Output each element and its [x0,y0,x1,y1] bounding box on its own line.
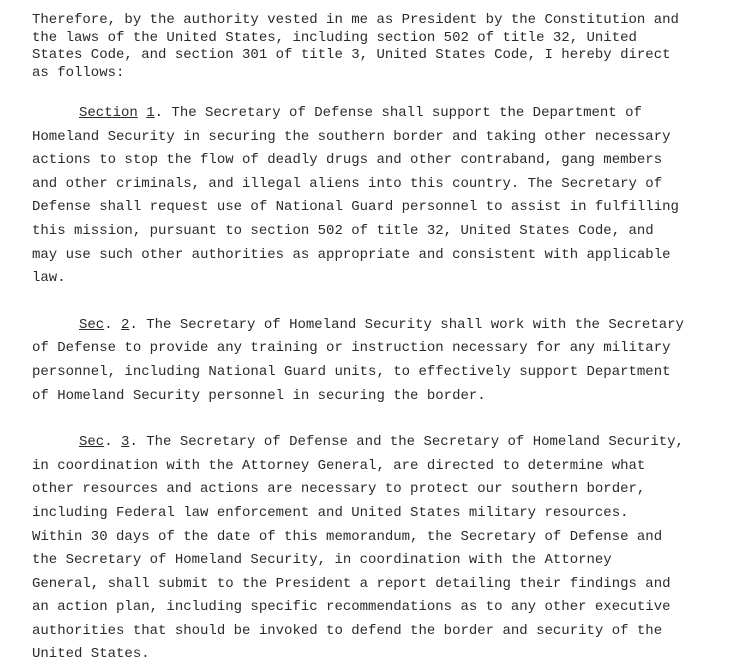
paragraph-spacer [32,291,732,314]
section-line: actions to stop the flow of deadly drugs and other contraband, gang members [32,152,663,169]
section-first-line [32,102,732,126]
section-label: Sec [79,434,105,451]
section-line: other resources and actions are necessary to protect our southern border, [32,481,646,498]
intro-line: as follows: [32,64,125,81]
section-2-paragraph [32,314,732,408]
section-number: 2 [121,316,130,333]
section-line: may use such other authorities as appropriate and consistent with applicable [32,246,671,263]
section-first-text: . The Secretary of Homeland Security shall work with the Secretary [129,316,684,333]
section-3-paragraph [32,431,732,667]
section-line: this mission, pursuant to section 502 of title 32, United States Code, and [32,222,654,239]
section-line: the Secretary of Homeland Security, in coordination with the Attorney [32,552,612,569]
section-line: authorities that should be invoked to defend the border and security of the [32,622,663,639]
section-line: in coordination with the Attorney General, are directed to determine what [32,457,646,474]
intro-line: Therefore, by the authority vested in me as President by the Constitution and [32,12,679,28]
section-line: of Defense to provide any training or instruction necessary for any military [32,340,671,357]
section-number: 1 [146,105,155,121]
section-line: of Homeland Security personnel in securing the border. [32,387,486,404]
section-line: Defense shall request use of National Guard personnel to assist in fulfilling [32,199,679,216]
section-first-text: . The Secretary of Defense and the Secretary of Homeland Security, [129,434,684,451]
intro-paragraph [32,12,732,82]
section-first-line: Sec. 2. The Secretary of Homeland Security shall work with the Secretary [79,316,684,333]
section-first-text: . The Secretary of Defense shall support the Department of [154,105,642,121]
section-label: Section [79,105,138,121]
section-label: Sec [79,316,105,333]
paragraph-spacer [32,408,732,431]
section-line: personnel, including National Guard units, to effectively support Department [32,363,671,380]
section-line: including Federal law enforcement and United States military resources. [32,504,629,521]
section-line: an action plan, including specific recommendations as to any other executive [32,599,671,616]
intro-line: States Code, and section 301 of title 3, United States Code, I hereby direct [32,47,671,63]
section-line: General, shall submit to the President a report detailing their findings and [32,575,671,592]
section-line: Homeland Security in securing the southern border and taking other necessary [32,128,671,145]
section-line: Within 30 days of the date of this memorandum, the Secretary of Defense and [32,528,663,545]
intro-line: the laws of the United States, including section 502 of title 32, United [32,29,637,46]
section-line: United States. [32,646,150,663]
section-line: law. [32,270,66,287]
section-number: 3 [121,434,130,451]
section-1-paragraph [32,102,732,291]
section-line: and other criminals, and illegal aliens into this country. The Secretary of [32,175,663,192]
document-page [32,12,732,667]
section-first-line: Sec. 3. The Secretary of Defense and the Secretary of Homeland Security, [79,434,684,451]
